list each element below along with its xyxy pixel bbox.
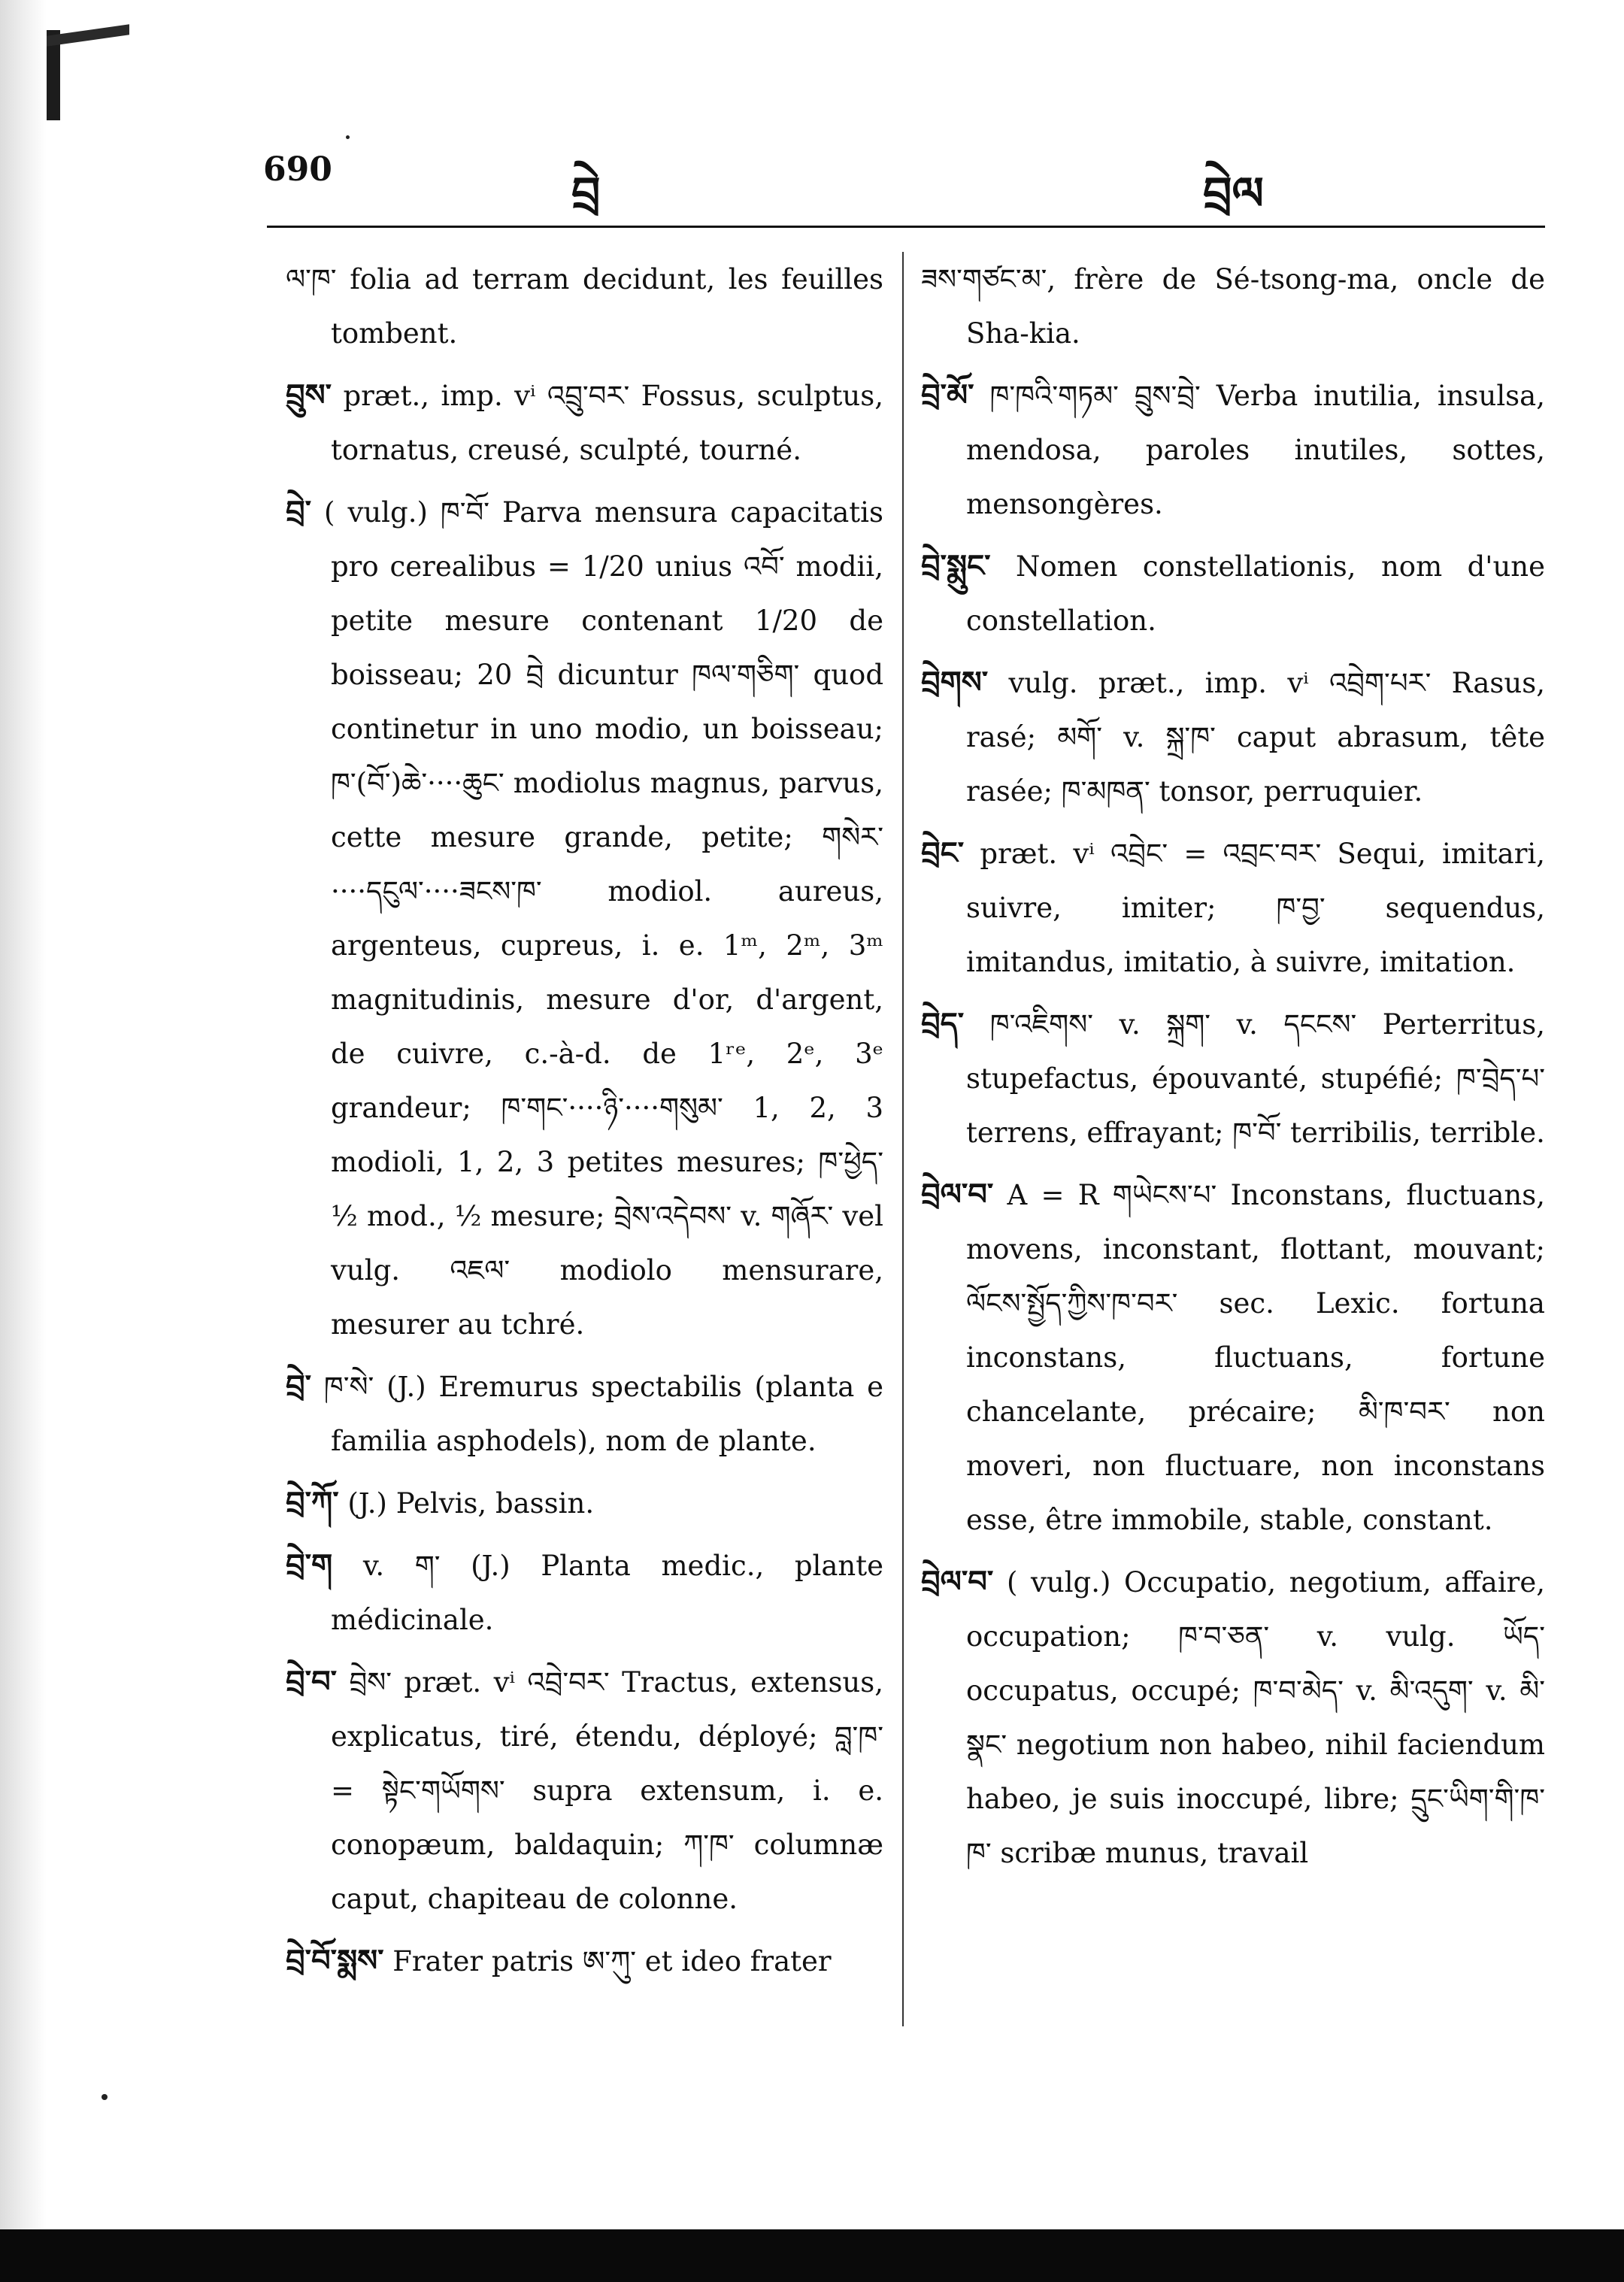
headword: བྲེགས་ [921, 665, 989, 700]
entry-text: Frater patris ཨ་ཀུ་ et ideo frater [392, 1945, 832, 1977]
headword: བྲེ་མོ་ [921, 377, 974, 413]
dictionary-entry [921, 997, 1545, 1160]
entry-text: ཁ་ཁའི་གཏམ་ བྲུས་བྲེ་ Verba inutilia, insulsa, mendosa, paroles inutiles, sottes, mensongères. [966, 380, 1545, 520]
dictionary-entry [921, 368, 1545, 532]
headword: བྲུས་ [286, 377, 332, 413]
headword: བྲེ་ཀོ་ [286, 1485, 339, 1520]
scan-speck [346, 135, 350, 139]
entry-text: præt. vⁱ འབྲེང་ = འབྲང་བར་ Sequi, imitari, suivre, imiter; ཁ་བྱ་ sequendus, imitandus, imitatio, à suivre, imitation. [966, 838, 1545, 978]
entry-text: Nomen constellationis, nom d'une constellation. [966, 550, 1546, 637]
scan-bottom-border [0, 2229, 1624, 2282]
dictionary-entry [286, 368, 883, 477]
running-head-right: བྲེལ [1203, 168, 1264, 220]
header-rule [267, 226, 1545, 228]
entry-text: ཟས་གཙང་མ་, frère de Sé-tsong-ma, oncle de Sha-kia. [921, 263, 1545, 350]
column-separator [902, 252, 904, 2026]
dictionary-entry [286, 252, 883, 361]
headword: བྲེང་ [921, 835, 965, 871]
dictionary-entry [286, 1476, 883, 1531]
right-column [921, 252, 1545, 1888]
headword: བྲེ་ [286, 1368, 312, 1404]
left-column [286, 252, 883, 1996]
headword: བྲེ་བ་ [286, 1664, 338, 1699]
dictionary-entry [921, 656, 1545, 819]
dictionary-entry [921, 539, 1545, 648]
entry-text: A = R གཡེངས་པ་ Inconstans, fluctuans, movens, inconstant, flottant, mouvant; ལོངས་སྤྱོད་ཀྱིས་ཁ་བར་ sec. Lexic. fortuna inconstans, fluctuans, fortune chancelante, précaire; མི་ཁ་བར་ non moveri, non fluctuare, non inconstans esse, être immobile, stable, constant. [966, 1179, 1545, 1536]
entry-text: præt., imp. vⁱ འབྲུ་བར་ Fossus, sculptus, tornatus, creusé, sculpté, tourné. [331, 380, 883, 466]
page-number: 690 [263, 150, 332, 189]
headword: བྲེ་ [286, 494, 312, 529]
headword: བྲེ་སྨུང་ [921, 548, 991, 583]
entry-text: ཁ་འཇིགས་ v. སྐྲག་ v. དངངས་ Perterritus, stupefactus, épouvanté, stupéfié; ཁ་བྲེད་པ་ terrens, effrayant; ཁ་བོ་ terribilis, terrible. [966, 1008, 1546, 1149]
dictionary-entry [286, 1655, 883, 1926]
headword: བྲེ་ག [286, 1547, 333, 1583]
entry-text: ( vulg.) Occupatio, negotium, affaire, occupation; ཁ་བ་ཅན་ v. vulg. ཡོད་ occupatus, occupé; ཁ་བ་མེད་ v. མི་འདུག་ v. མི་སྣང་ negotium non habeo, nihil faciendum habeo, je suis inoccupé, libre; དྲུང་ཡིག་གི་ཁ་ཁ་ scribæ munus, travail [966, 1566, 1545, 1869]
running-head-left: བྲེ [571, 168, 601, 220]
dictionary-entry [286, 1359, 883, 1468]
entry-text: ཁ་སེ་ (J.) Eremurus spectabilis (planta e familia asphodels), nom de plante. [323, 1371, 883, 1457]
dictionary-entry [921, 1555, 1545, 1880]
dictionary-entry [921, 826, 1545, 989]
dictionary-entry [286, 1538, 883, 1647]
dictionary-entry [286, 1934, 883, 1989]
dictionary-entry [921, 1168, 1545, 1547]
entry-text: ལ་ཁ་ folia ad terram decidunt, les feuilles tombent. [286, 263, 883, 350]
entry-text: vulg. præt., imp. vⁱ འབྲེག་པར་ Rasus, rasé; མགོ་ v. སྐྲ་ཁ་ caput abrasum, tête rasée; ཁ་མཁན་ tonsor, perruquier. [966, 667, 1545, 808]
dictionary-entry [286, 485, 883, 1352]
scan-shadow [0, 0, 47, 2229]
headword: བྲེད་ [921, 1006, 965, 1041]
entry-text: v. ག་ (J.) Planta medic., plante médicinale. [331, 1550, 883, 1636]
headword: བྲེ་བོ་སྨས་ [286, 1943, 384, 1978]
entry-text: (J.) Pelvis, bassin. [347, 1487, 595, 1520]
dictionary-entry [921, 252, 1545, 361]
headword: བྲེལ་བ་ [921, 1177, 994, 1212]
scan-corner-mark-top [47, 24, 129, 46]
entry-text: བྲེས་ præt. vⁱ འབྲེ་བར་ Tractus, extensus, explicatus, tiré, étendu, déployé; བླ་ཁ་ = སྟེང་གཡོགས་ supra extensum, i. e. conopæum, baldaquin; ཀ་ཁ་ columnæ caput, chapiteau de colonne. [331, 1666, 884, 1915]
entry-text: ( vulg.) ཁ་བོ་ Parva mensura capacitatis pro cerealibus = 1/20 unius འབོ་ modii, petite mesure contenant 1/20 de boisseau; 20 བྲེ dicuntur ཁལ་གཅིག་ quod continetur in uno modio, un boisseau; ཁ་(བོ་)ཆེ་····ཆུང་ modiolus magnus, parvus, cette mesure grande, petite; གསེར་····དངུལ་····ཟངས་ཁ་ modiol. aureus, argenteus, cupreus, i. e. 1ᵐ, 2ᵐ, 3ᵐ magnitudinis, mesure d'or, d'argent, de cuivre, c.-à-d. de 1ʳᵉ, 2ᵉ, 3ᵉ grandeur; ཁ་གང་····ཉི་····གསུམ་ 1, 2, 3 modioli, 1, 2, 3 petites mesures; ཁ་ཕྱེད་ ½ mod., ½ mesure; བྲེས་འདེབས་ v. གཞོར་ vel vulg. འཇལ་ modiolo mensurare, mesurer au tchré. [324, 496, 883, 1341]
scan-speck [102, 2094, 108, 2100]
headword: བྲེལ་བ་ [921, 1564, 994, 1599]
